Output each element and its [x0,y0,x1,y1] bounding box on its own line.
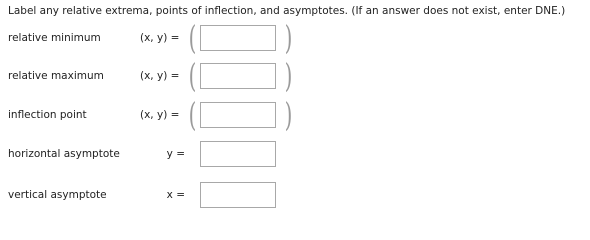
open-paren: ( [188,95,197,134]
relative-maximum-row [0,56,590,95]
horizontal-asymptote-input[interactable] [200,141,276,167]
inflection-point-row [0,95,590,134]
relative-maximum-lhs: (x, y) = [140,70,180,82]
horizontal-asymptote-label: horizontal asymptote [8,148,120,160]
relative-minimum-row [0,18,590,57]
vertical-asymptote-row [0,181,590,211]
vertical-asymptote-input[interactable] [200,182,276,208]
open-paren: ( [188,18,197,57]
instructions-text: Label any relative extrema, points of inflection, and asymptotes. (If an answer does not exist, enter DNE.) [8,5,566,17]
relative-minimum-lhs: (x, y) = [140,32,180,44]
vertical-asymptote-lhs: x = [166,189,185,201]
vertical-asymptote-label: vertical asymptote [8,189,107,201]
inflection-point-lhs: (x, y) = [140,109,180,121]
inflection-point-label: inflection point [8,109,87,121]
relative-minimum-label: relative minimum [8,32,101,44]
inflection-point-input[interactable] [200,102,276,128]
close-paren: ) [284,18,293,57]
horizontal-asymptote-lhs: y = [166,148,185,160]
close-paren: ) [284,95,293,134]
relative-maximum-label: relative maximum [8,70,104,82]
horizontal-asymptote-row [0,140,590,170]
relative-maximum-input[interactable] [200,63,276,89]
open-paren: ( [188,56,197,95]
relative-minimum-input[interactable] [200,25,276,51]
close-paren: ) [284,56,293,95]
